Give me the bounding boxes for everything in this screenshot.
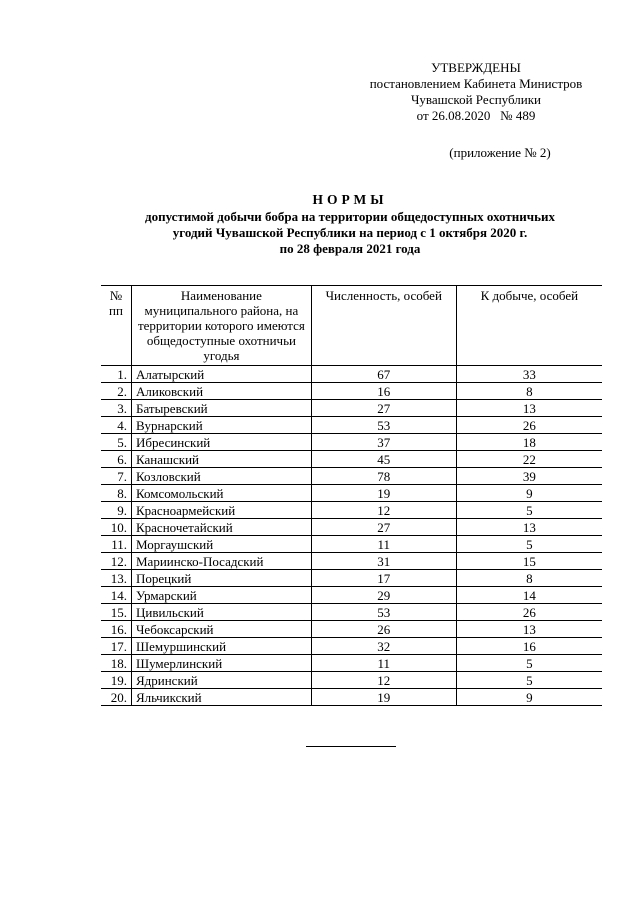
table-row	[101, 604, 602, 621]
annex-label: (приложение № 2)	[449, 145, 551, 160]
end-divider	[306, 746, 396, 747]
row-allowed: 8	[456, 570, 602, 587]
header-district: Наименование муниципального района, на территории которого имеются общедоступные охотничьи угодья	[131, 286, 311, 366]
table-row	[101, 485, 602, 502]
row-allowed: 9	[456, 485, 602, 502]
row-district: Моргаушский	[131, 536, 311, 553]
row-district: Мариинско-Посадский	[131, 553, 311, 570]
table-row	[101, 655, 602, 672]
row-number: 11.	[101, 536, 131, 553]
row-count: 19	[311, 689, 456, 706]
row-district: Вурнарский	[131, 417, 311, 434]
approval-date-number: от 26.08.2020 № 489	[416, 108, 536, 123]
row-count: 16	[311, 383, 456, 400]
table-row	[101, 468, 602, 485]
row-count: 19	[311, 485, 456, 502]
row-district: Алатырский	[131, 366, 311, 383]
row-district: Красноармейский	[131, 502, 311, 519]
table-row	[101, 672, 602, 689]
table-row	[101, 587, 602, 604]
row-allowed: 15	[456, 553, 602, 570]
row-number: 8.	[101, 485, 131, 502]
row-number: 10.	[101, 519, 131, 536]
title-line-3: по 28 февраля 2021 года	[279, 241, 421, 256]
row-count: 17	[311, 570, 456, 587]
row-district: Ибресинский	[131, 434, 311, 451]
table-body	[101, 366, 602, 706]
table-row	[101, 502, 602, 519]
approval-block	[340, 60, 612, 124]
row-number: 17.	[101, 638, 131, 655]
row-count: 27	[311, 400, 456, 417]
row-allowed: 5	[456, 502, 602, 519]
row-number: 7.	[101, 468, 131, 485]
row-district: Чебоксарский	[131, 621, 311, 638]
row-allowed: 22	[456, 451, 602, 468]
row-number: 5.	[101, 434, 131, 451]
table-row	[101, 621, 602, 638]
approval-heading: УТВЕРЖДЕНЫ	[431, 60, 521, 75]
row-count: 12	[311, 502, 456, 519]
row-count: 32	[311, 638, 456, 655]
row-count: 53	[311, 604, 456, 621]
row-number: 15.	[101, 604, 131, 621]
row-allowed: 9	[456, 689, 602, 706]
row-count: 11	[311, 536, 456, 553]
title-line-1: допустимой добычи бобра на территории общедоступных охотничьих	[145, 209, 555, 224]
table-row	[101, 553, 602, 570]
row-number: 12.	[101, 553, 131, 570]
row-number: 3.	[101, 400, 131, 417]
table-row	[101, 383, 602, 400]
row-district: Ядринский	[131, 672, 311, 689]
table-row	[101, 400, 602, 417]
row-allowed: 13	[456, 621, 602, 638]
row-allowed: 26	[456, 417, 602, 434]
row-count: 67	[311, 366, 456, 383]
row-number: 1.	[101, 366, 131, 383]
table-row	[101, 451, 602, 468]
row-number: 4.	[101, 417, 131, 434]
row-count: 31	[311, 553, 456, 570]
table-row	[101, 570, 602, 587]
header-count: Численность, особей	[311, 286, 456, 366]
approval-authority: постановлением Кабинета Министров	[369, 76, 583, 91]
row-district: Шемуршинский	[131, 638, 311, 655]
approval-republic: Чувашской Республики	[410, 92, 542, 107]
row-allowed: 5	[456, 655, 602, 672]
table-header-row	[101, 286, 602, 366]
row-number: 6.	[101, 451, 131, 468]
row-district: Канашский	[131, 451, 311, 468]
row-district: Урмарский	[131, 587, 311, 604]
row-number: 13.	[101, 570, 131, 587]
table-row	[101, 417, 602, 434]
row-district: Шумерлинский	[131, 655, 311, 672]
row-count: 12	[311, 672, 456, 689]
row-allowed: 5	[456, 536, 602, 553]
row-allowed: 13	[456, 400, 602, 417]
row-number: 2.	[101, 383, 131, 400]
row-number: 18.	[101, 655, 131, 672]
row-allowed: 14	[456, 587, 602, 604]
row-count: 53	[311, 417, 456, 434]
row-allowed: 39	[456, 468, 602, 485]
table-row	[101, 519, 602, 536]
title-line-2: угодий Чувашской Республики на период с 1 октября 2020 г.	[172, 225, 528, 240]
row-district: Яльчикский	[131, 689, 311, 706]
row-allowed: 33	[456, 366, 602, 383]
row-district: Красночетайский	[131, 519, 311, 536]
row-district: Батыревский	[131, 400, 311, 417]
table-row	[101, 366, 602, 383]
table-row	[101, 638, 602, 655]
row-count: 11	[311, 655, 456, 672]
row-number: 9.	[101, 502, 131, 519]
row-count: 27	[311, 519, 456, 536]
row-count: 26	[311, 621, 456, 638]
row-district: Козловский	[131, 468, 311, 485]
row-count: 78	[311, 468, 456, 485]
row-allowed: 16	[456, 638, 602, 655]
table-row	[101, 536, 602, 553]
row-allowed: 18	[456, 434, 602, 451]
row-number: 16.	[101, 621, 131, 638]
row-count: 29	[311, 587, 456, 604]
row-allowed: 5	[456, 672, 602, 689]
row-district: Порецкий	[131, 570, 311, 587]
table-row	[101, 689, 602, 706]
table-row	[101, 434, 602, 451]
row-district: Комсомольский	[131, 485, 311, 502]
document-title	[80, 192, 620, 257]
row-count: 45	[311, 451, 456, 468]
row-count: 37	[311, 434, 456, 451]
quota-table	[101, 285, 602, 706]
header-allowed: К добыче, особей	[456, 286, 602, 366]
row-number: 20.	[101, 689, 131, 706]
row-number: 14.	[101, 587, 131, 604]
row-allowed: 13	[456, 519, 602, 536]
title-norms: НОРМЫ	[312, 192, 388, 207]
row-district: Аликовский	[131, 383, 311, 400]
header-num: № пп	[101, 286, 131, 366]
row-district: Цивильский	[131, 604, 311, 621]
row-number: 19.	[101, 672, 131, 689]
row-allowed: 26	[456, 604, 602, 621]
row-allowed: 8	[456, 383, 602, 400]
